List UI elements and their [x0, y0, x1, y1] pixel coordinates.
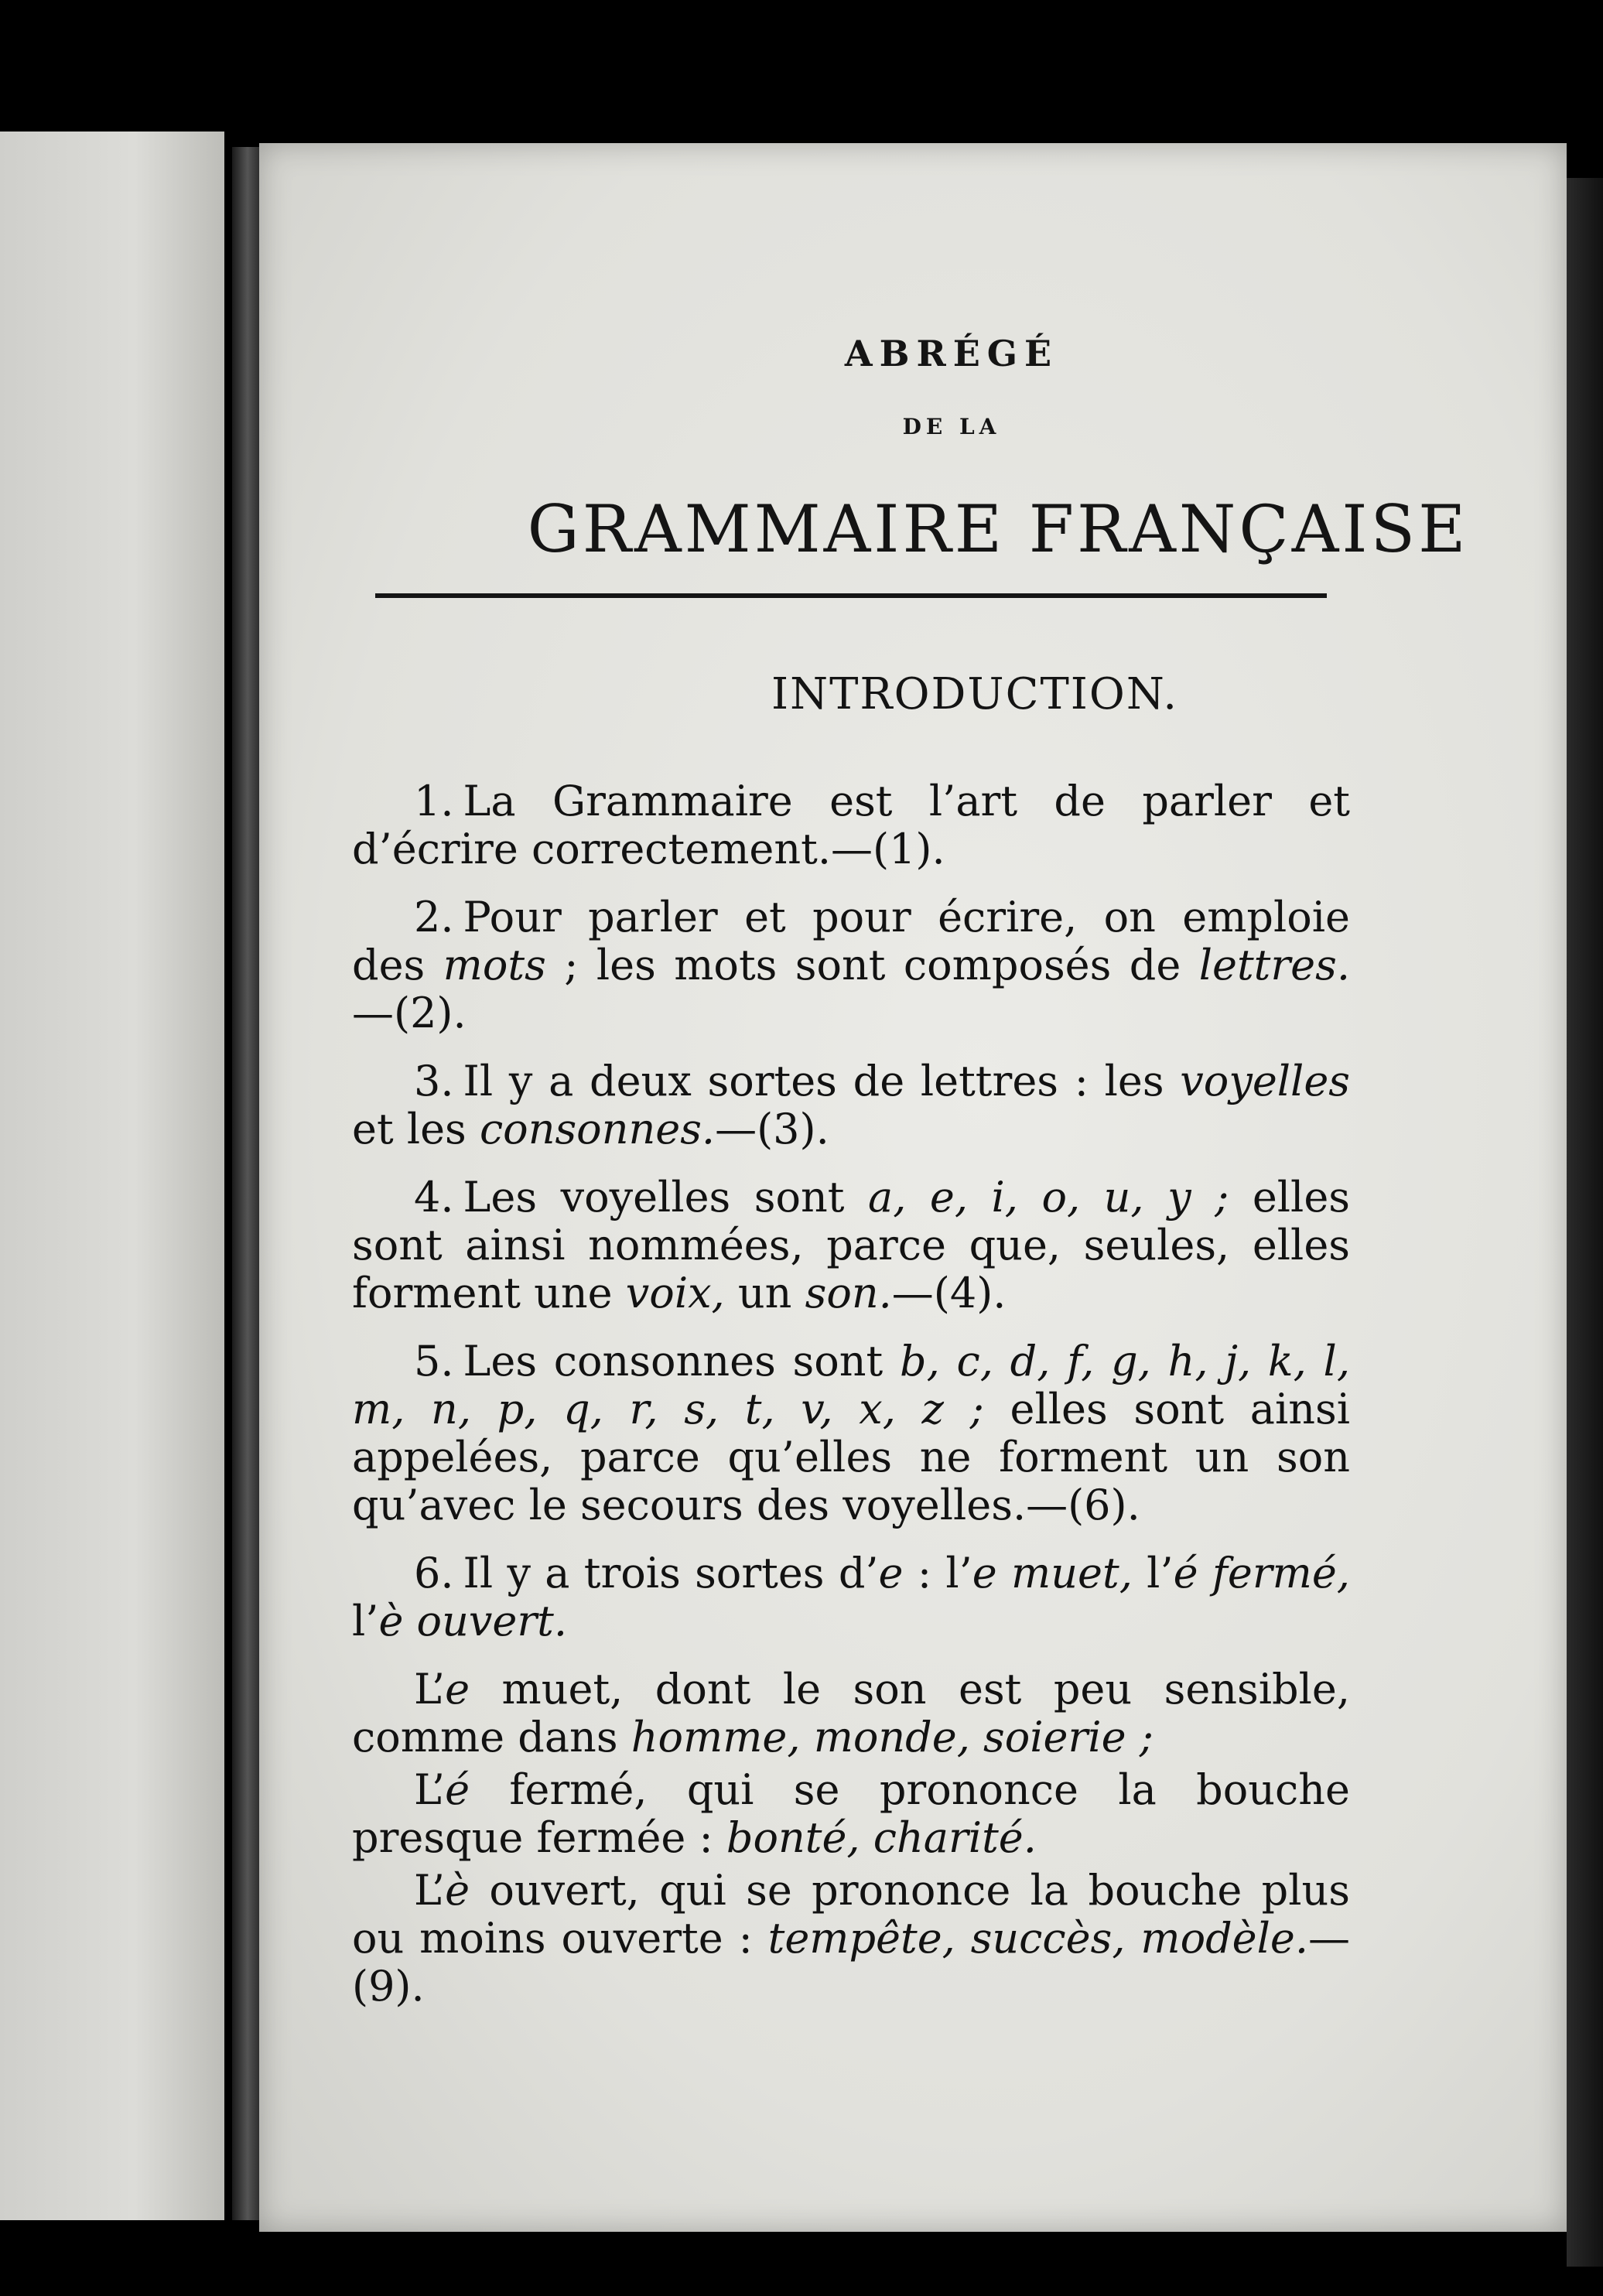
- text-run: L’: [414, 1765, 446, 1814]
- text-run: Pour parler et pour écrire, on emploie des: [352, 893, 1350, 989]
- text-run: l’: [352, 1597, 379, 1645]
- italic-term: e: [878, 1549, 904, 1597]
- paragraph: [352, 1867, 1350, 2011]
- italic-term: voyelles: [1180, 1057, 1350, 1105]
- paragraph-number: 2.: [414, 893, 454, 941]
- italic-term: lettres.: [1198, 941, 1350, 989]
- italic-term: tempête, succès, modèle.: [767, 1914, 1308, 1963]
- paragraph: [352, 1057, 1350, 1153]
- book-page: [259, 143, 1567, 2232]
- italic-term: é: [445, 1765, 470, 1814]
- text-run: Les voyelles sont: [463, 1173, 868, 1221]
- page-title: GRAMMAIRE FRANÇAISE: [527, 491, 1469, 567]
- italic-term: son.: [805, 1269, 892, 1317]
- book-gutter: [232, 147, 263, 2220]
- text-run: fermé, qui se prononce la bouche presque fermée :: [352, 1765, 1350, 1862]
- facing-page-edge: [0, 132, 224, 2220]
- paragraph-number: 6.: [414, 1549, 454, 1597]
- text-run: Les consonnes sont: [463, 1337, 900, 1385]
- text-run: ouvert, qui se prononce la bouche plus ou moins ouverte :: [352, 1866, 1350, 1963]
- paragraph: [352, 1666, 1350, 1761]
- header-abrege: ABRÉGÉ: [844, 333, 1059, 374]
- paragraph: [352, 777, 1350, 873]
- text-run: l’: [1132, 1549, 1174, 1597]
- italic-term: consonnes.: [479, 1105, 716, 1153]
- paragraph-number: 3.: [414, 1057, 454, 1105]
- text-run: —(3).: [715, 1105, 829, 1153]
- italic-term: homme, monde, soierie ;: [631, 1713, 1154, 1761]
- book-cover-edge: [1567, 178, 1603, 2267]
- text-run: Il y a deux sortes de lettres : les: [463, 1057, 1181, 1105]
- italic-term: è ouvert.: [378, 1597, 567, 1645]
- header-de-la: DE LA: [902, 414, 1001, 439]
- text-run: et les: [352, 1105, 480, 1153]
- paragraph: [352, 1174, 1350, 1317]
- paragraph-number: 5.: [414, 1337, 454, 1385]
- paragraph-number: 1.: [414, 777, 454, 825]
- text-run: muet, dont le son est peu sensible, comme dans: [352, 1665, 1350, 1761]
- italic-term: é fermé,: [1173, 1549, 1350, 1597]
- italic-term: e muet,: [972, 1549, 1133, 1597]
- text-run: Il y a trois sortes d’: [463, 1549, 879, 1597]
- italic-term: mots: [443, 941, 546, 989]
- title-divider: [375, 593, 1327, 598]
- paragraph: [352, 893, 1350, 1037]
- italic-term: è: [445, 1866, 470, 1915]
- italic-term: bonté, charité.: [726, 1813, 1037, 1862]
- text-run: La Grammaire est l’art de parler et d’écrire correctement.—(1).: [352, 777, 1350, 873]
- body-text: [352, 777, 1350, 2015]
- text-run: elles sont ainsi appelées, parce qu’elles ne forment un son qu’avec le secours des voyelles.—(6).: [352, 1385, 1351, 1529]
- text-run: un: [724, 1269, 805, 1317]
- paragraph: [352, 1766, 1350, 1862]
- italic-term: voix,: [625, 1269, 725, 1317]
- text-run: L’: [414, 1866, 446, 1915]
- italic-term: a, e, i, o, u, y ;: [868, 1173, 1229, 1221]
- text-run: : l’: [903, 1549, 972, 1597]
- text-run: ; les mots sont composés de: [545, 941, 1199, 989]
- section-heading: INTRODUCTION.: [771, 669, 1179, 719]
- text-run: —(9).: [352, 1914, 1350, 2011]
- paragraph: [352, 1549, 1350, 1645]
- text-run: elles sont ainsi nommées, parce que, seules, elles forment une: [352, 1173, 1350, 1317]
- paragraph: [352, 1338, 1350, 1529]
- italic-term: e: [445, 1665, 470, 1713]
- text-run: L’: [414, 1665, 446, 1713]
- text-run: —(2).: [352, 989, 467, 1037]
- italic-term: b, c, d, f, g, h, j, k, l, m, n, p, q, r, s, t, v, x, z ;: [352, 1337, 1350, 1433]
- paragraph-number: 4.: [414, 1173, 454, 1221]
- text-run: —(4).: [891, 1269, 1007, 1317]
